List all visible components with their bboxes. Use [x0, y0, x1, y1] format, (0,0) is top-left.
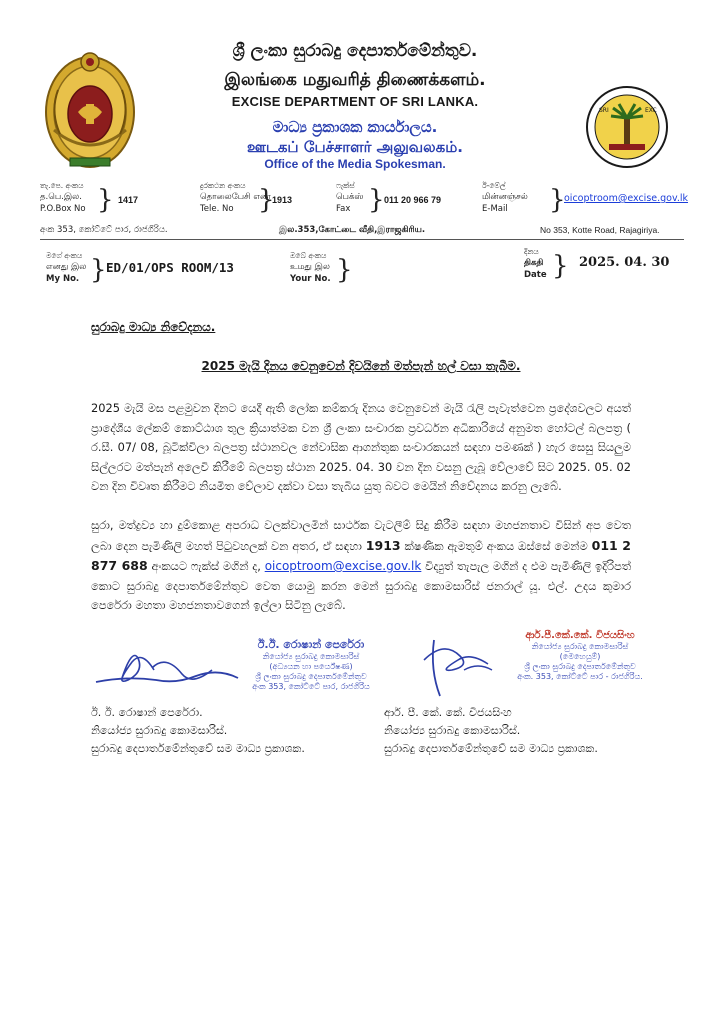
date-value: 2025. 04. 30 — [579, 255, 670, 270]
signatory-right — [384, 704, 684, 758]
my-no-field: මගේ අංකය எனது இல My No. } ED/01/OPS ROOM/13 — [46, 251, 234, 285]
signatory-right-name: ආර්. පී. කේ. කේ. විජයසිංහ — [384, 706, 512, 719]
notice-subject: 2025 මැයි දිනය වෙනුවෙන් දිවයිනේ මත්පැන් හල් වසා තැබීම. — [201, 359, 521, 373]
brace: } — [336, 255, 353, 285]
signatory-right-role: සුරාබදු දෙපාර්තමේන්තුවේ සම මාධ්‍ය ප්‍රකාශක. — [384, 742, 598, 755]
svg-text:SRI: SRI — [599, 107, 609, 114]
signatory-left-name: ඊ. ඊ. රොෂාන් පෙරේරා. — [91, 706, 203, 719]
my-no-value: ED/01/OPS ROOM/13 — [106, 260, 234, 275]
official-stamp-left: ඊ.ඊ. රොෂාන් පෙරේරා නියෝජ්‍ය සුරාබදු කොමසාරිස් (අධ්‍යයන හා පර්යේෂණ) ශ්‍රී ලංකා සුරාබදු දෙපාර්තමේන්තුව අංක 353, කෝට්ටේ පාර, රාජගිරිය — [252, 638, 370, 691]
office-title-english: Office of the Media Spokesman. — [264, 157, 446, 171]
tele-field: දුරකථන අංකය தொலைபேசி எண் Tele. No } 1913 — [200, 181, 293, 215]
signatory-left-title: නියෝජ්‍ය සුරාබදු කොමසාරිස්. — [91, 724, 228, 737]
svg-text:EXC: EXC — [645, 107, 657, 114]
signatory-left — [91, 704, 381, 758]
brace: } — [90, 255, 107, 285]
fax-number: 011 2 877 688 — [91, 537, 632, 573]
fax-field: ෆැක්ස් பெக்ஸ் Fax } 011 20 966 79 — [336, 181, 442, 215]
excise-palm-emblem-icon — [585, 84, 669, 170]
report-email-link[interactable]: oicoptroom@excise.gov.lk — [264, 559, 422, 573]
dept-title-english: EXCISE DEPARTMENT OF SRI LANKA. — [231, 94, 479, 109]
paragraph-2: සුරා, මත්ද්‍රව්‍ය හා දුම්කොළ අපරාධ වලක්වාලමින් සාර්ථක වැටලීම් සිදු කිරීම සඳහා මහජනතාව විසින් අප වෙත ලබා දෙන පැමිණිලි මහත් පිටුවහලක් වන අතර, ඒ සඳහා 1913 ක්ෂණික ඇමතුම් අංකය ඔස්සේ මෙන්ම 011 2 877 688 අංකයට ෆැක්ස් මගින් ද, oicoptroom@excise.gov.lk විද්‍යුත් තැපැල මගින් ද එම පැමිණිලි ඉදිරිපත් කොට සුරාබදු දෙපාර්තමේන්තුව වෙත යොමු කරන මෙන් සුරාබදු කොමසාරිස් ජනරාල් යූ. එල්. උදය කුමාර පෙරේරා මහතා මහජනතාවගෙන් ඉල්ලා සිටිනු ලැබේ. — [91, 518, 632, 612]
office-title-tamil: ஊடகப் பேச்சாளர் அலுவலகம். — [247, 138, 463, 156]
address-tamil: இல.353,கோட்டை வீதி,இராஜகிரிய. — [279, 225, 426, 235]
signatory-left-role: සුරාබදු දෙපාර්තමේන්තුවේ සම මාධ්‍ය ප්‍රකාශක. — [91, 742, 305, 755]
dept-title-tamil: இலங்கை மதுவரித் திணைக்களம். — [224, 70, 486, 90]
signature-left — [92, 638, 242, 698]
sri-lanka-emblem-icon — [40, 50, 140, 180]
official-stamp-right: ආර්.පී.කේ.කේ. විජයසිංහ නියෝජ්‍ය සුරාබදු කොමසාරිස් (මෙහෙයුම්) ශ්‍රී ලංකා සුරාබදු දෙපාර්තමේන්තුව අංක. 353, කෝට්ටේ පාර - රාජගිරිය. — [517, 630, 643, 681]
signatory-right-title: නියෝජ්‍ය සුරාබදු කොමසාරිස්. — [384, 724, 521, 737]
address-english: No 353, Kotte Road, Rajagiriya. — [540, 225, 660, 235]
brace: } — [368, 185, 385, 215]
pobox-field: තැ.පෙ. අංකය த.பெ.இல. P.O.Box No } 1417 — [40, 181, 139, 215]
notice-heading: සුරාබදු මාධ්‍ය නිවේදනය. — [91, 320, 216, 334]
dept-title-sinhala: ශ්‍රී ලංකා සුරාබදු දෙපාර්තමේන්තුව. — [232, 41, 478, 61]
brace: } — [258, 185, 275, 215]
hotline-number: 1913 — [365, 537, 401, 553]
email-link[interactable]: oicoptroom@excise.gov.lk — [564, 193, 689, 204]
paragraph-1: 2025 මැයි මස පළමුවන දිනට යෙදී ඇති ලෝක කම්කරු දිනය වෙනුවෙන් මැයි රැලි පැවැත්වෙන ප්‍රදේශවලට අයත් ප්‍රාදේශීය ලේකම් කොට්ඨාශ තුල ක්‍රියාත්මක වන ශ්‍රී ලංකා සංචාරක ප්‍රවර්ධන අධිකාරියේ අනුමත හෝටල් බලපත්‍ර ( ර.සී. 07/ 08, බූටික්විලා බලපත්‍ර ස්ථානවල නේවාසික ආගන්තුක සංචාරකයන් සඳහා පමණක් ) හැර සෙසු සියලුම සිල්ලරට මත්පැන් අලෙවි කිරීමේ බලපත්‍ර ස්ථාන 2025. 04. 30 වන දින වසනු ලැබූ වේලාවේ සිට 2025. 05. 02 වන දින විවෘත කිරීමට නියමිත වේලාව දක්වා වසා තැබිය යුතු බවට මෙයින් නිවේදනය කරනු ලැබේ. — [91, 401, 631, 493]
address-sinhala: අංක 353, කෝට්ටේ පාර, රාජගිරිය. — [40, 225, 168, 235]
email-field: ඊ-මේල් மின்னஞ்சல் E-Mail } oicoptroom@excise.gov.lk — [482, 181, 689, 215]
pobox-value: 1417 — [118, 195, 139, 205]
your-no-field: ඔබේ අංකය உமது இல Your No. } — [290, 251, 353, 285]
brace: } — [549, 185, 566, 215]
tele-value: 1913 — [272, 195, 293, 205]
fax-value: 011 20 966 79 — [384, 195, 442, 205]
office-title-sinhala: මාධ්‍ය ප්‍රකාශක කාර්යාලය. — [272, 118, 438, 136]
date-field: දිනය திகதி Date } 2025. 04. 30 — [524, 247, 670, 281]
header-divider — [40, 239, 684, 240]
signature-right — [414, 630, 514, 700]
brace: } — [97, 185, 114, 215]
brace: } — [552, 251, 569, 281]
